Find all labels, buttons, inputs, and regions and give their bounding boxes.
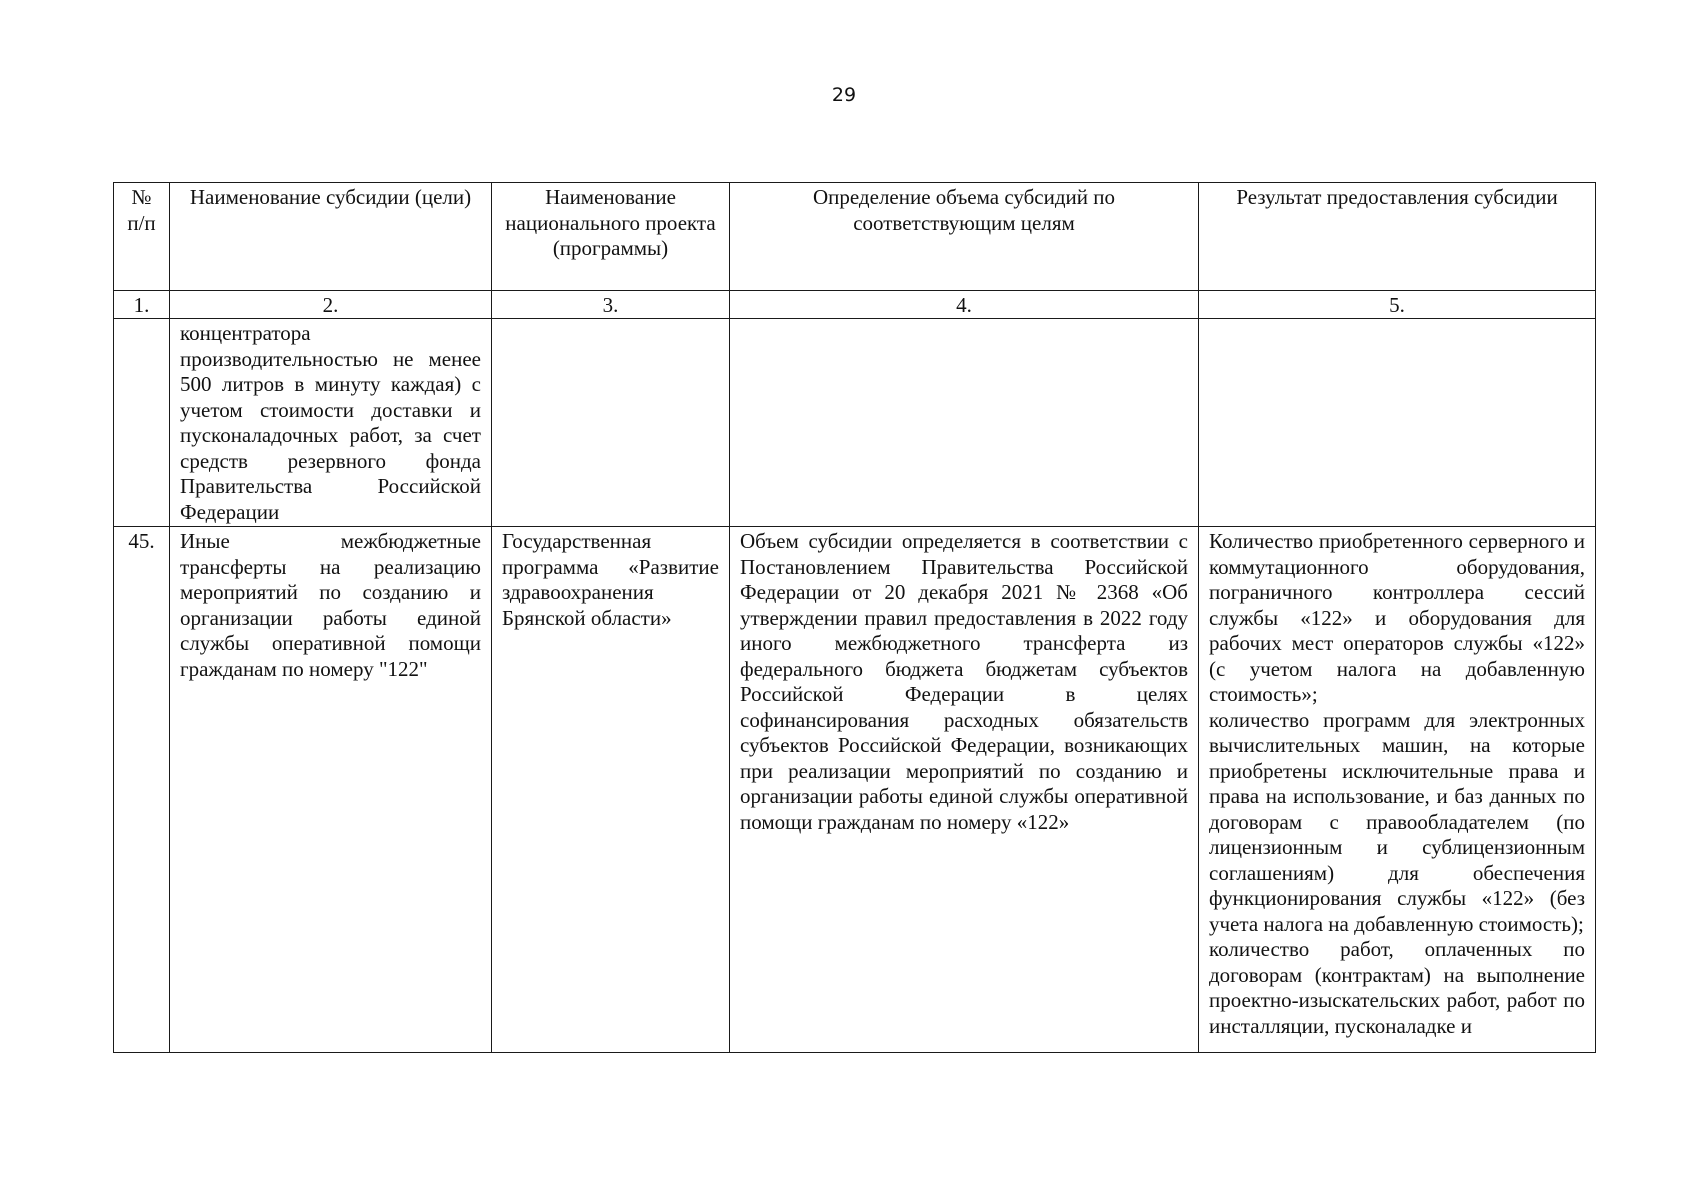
row-national-project: Государственная программа «Развитие здравоохранения Брянской области» [492, 527, 730, 1053]
column-number-4: 4. [730, 291, 1199, 319]
column-number-1: 1. [114, 291, 170, 319]
row-volume-definition: Объем субсидии определяется в соответствии с Постановлением Правительства Российской Федерации от 20 декабря 2021 № 2368 «Об утверждении правил предоставления в 2022 году иного межбюджетного трансферта из федерального бюджета бюджетам субъектов Российской Федерации в целях софинансирования расходных обязательств субъектов Российской Федерации, возникающих при реализации мероприятий по созданию и организации работы единой службы оперативной помощи гражданам по номеру «122» [730, 527, 1199, 1053]
header-number: № п/п [114, 183, 170, 291]
column-number-5: 5. [1199, 291, 1596, 319]
row-volume-definition [730, 319, 1199, 527]
header-volume-definition: Определение объема субсидий по соответствующим целям [730, 183, 1199, 291]
column-number-row [114, 291, 1596, 319]
header-subsidy-name: Наименование субсидии (цели) [170, 183, 492, 291]
row-subsidy-result: Количество приобретенного серверного и коммутационного оборудования, пограничного контроллера сессий службы «122» и оборудования для рабочих мест операторов службы «122» (с учетом налога на добавленную стоимость»; количество программ для электронных вычислительных машин, на которые приобретены исключительные права и права на использование, и баз данных по договорам с правообладателем (по лицензионным и сублицензионным соглашениям) для обеспечения функционирования службы «122» (без учета налога на добавленную стоимость); количество работ, оплаченных по договорам (контрактам) на выполнение проектно-изыскательских работ, работ по инсталляции, пусконаладке и [1199, 527, 1596, 1053]
table-row [114, 319, 1596, 527]
row-subsidy-name: Иные межбюджетные трансферты на реализацию мероприятий по созданию и организации работы единой службы оперативной помощи гражданам по номеру "122" [170, 527, 492, 1053]
column-number-2: 2. [170, 291, 492, 319]
row-number: 45. [114, 527, 170, 1053]
subsidy-table [113, 182, 1596, 1053]
header-subsidy-result: Результат предоставления субсидии [1199, 183, 1596, 291]
column-number-3: 3. [492, 291, 730, 319]
row-subsidy-result [1199, 319, 1596, 527]
row-national-project [492, 319, 730, 527]
row-subsidy-name: концентратора производительностью не менее 500 литров в минуту каждая) с учетом стоимости доставки и пусконаладочных работ, за счет средств резервного фонда Правительства Российской Федерации [170, 319, 492, 527]
table-header-row [114, 183, 1596, 291]
header-national-project: Наименование национального проекта (программы) [492, 183, 730, 291]
row-number [114, 319, 170, 527]
page-number: 29 [831, 84, 857, 106]
table-row [114, 527, 1596, 1053]
